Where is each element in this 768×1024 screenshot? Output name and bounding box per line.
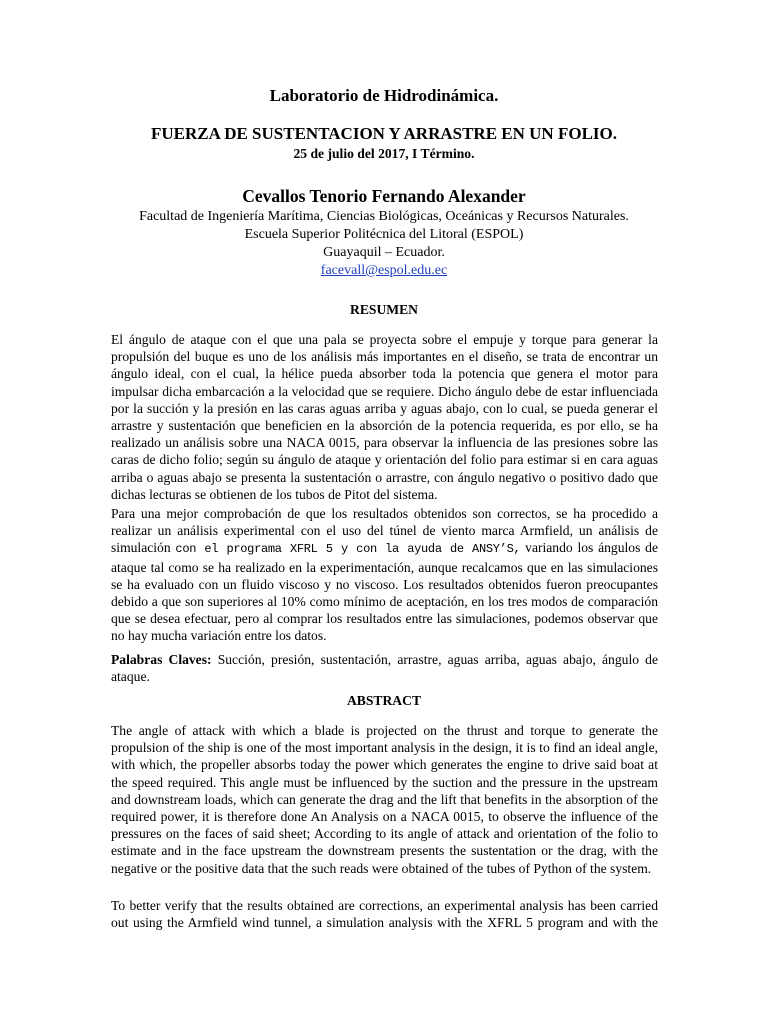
resumen-heading: RESUMEN: [350, 302, 418, 317]
resumen-p2-text-b: variando los ángulos de ataque tal como se ha realizado en la experimentación, aunque recalcamos que en las simulaciones se ha evaluado con un fluido viscoso y no viscoso. Los resultados obtenidos fueron preocupantes debido a que son superiores al 10% como mínimo de aceptación, en los tres modos de comparación que se desea efectuar, pero al comprar los resultados entre las simulaciones, podemos observar que no hay mucha variación entre los datos.: [111, 540, 658, 644]
resumen-p2-mono-text: con el programa XFRL 5 y con la ayuda de ANSY’S,: [175, 542, 521, 557]
lab-title: Laboratorio de Hidrodinámica.: [269, 86, 499, 105]
keywords-text: Succión, presión, sustentación, arrastre, aguas arriba, aguas abajo, ángulo de ataque.: [111, 652, 659, 685]
resumen-paragraph-1: El ángulo de ataque con el que una pala se proyecta sobre el empuje y torque para generar la propulsión del buque es uno de los análisis más importantes en el diseño, se trata de encontrar un ángulo ideal, con el cual, la hélice pueda absorber toda la potencia que genera el motor para impulsar dicha embarcación a la velocidad que se requiere. Dicho ángulo debe de estar influenciada por la succión y la presión en las caras aguas arriba y aguas abajo, con lo cual, se pueda generar el arrastre y sustentación que beneficien en la absorción de la potencia requerida, es por ello, se ha realizado un análisis sobre una NACA 0015, para observar la influencia de las presiones sobre las caras de dicho folio; según su ángulo de ataque y orientación del folio para estimar si en cara aguas arriba o aguas abajo se presenta la sustentación o arrastre, con ángulo negativo o positivo dado que dichas lecturas se obtienen de los tubos de Pitot del sistema.: [111, 332, 658, 502]
city-line: Guayaquil – Ecuador.: [323, 245, 445, 260]
resumen-paragraph-2: [111, 505, 658, 645]
email-link[interactable]: facevall@espol.edu.ec: [320, 263, 448, 278]
abstract-paragraph-1: The angle of attack with which a blade is projected on the thrust and torque to generate the propulsion of the ship is one of the most important analysis in the design, it is to find an ideal angle, with which, the propeller absorbs today the power which generates the engine to drive said boat at the speed required. This angle must be influenced by the suction and the pressure in the upstream and downstream loads, which can generate the drag and the lift that benefits in the absorption of the required power, it is therefore done An Analysis on a NACA 0015, to observe the influence of the pressures on the faces of said sheet; According to its angle of attack and orientation of the folio to estimate and in the face upstream the downstream presents the sustentation or the drag, with the negative or the positive data that the such reads were obtained of the tubes of Python of the system.: [111, 723, 658, 876]
keywords-paragraph: [111, 651, 658, 685]
abstract-heading: ABSTRACT: [346, 693, 422, 708]
school-line: Escuela Superior Politécnica del Litoral (ESPOL): [244, 227, 524, 242]
faculty-line: Facultad de Ingeniería Marítima, Ciencias Biológicas, Oceánicas y Recursos Naturales.: [139, 209, 629, 224]
author-name: Cevallos Tenorio Fernando Alexander: [242, 186, 526, 206]
author-affiliation: [0, 208, 768, 280]
paper-date: 25 de julio del 2017, I Término.: [293, 146, 475, 161]
resumen-p2-text-a: Para una mejor comprobación de que los resultados obtenidos son correctos, se ha procedido a realizar un análisis experimental con el uso del túnel de viento marca Armfield, un análisis de simulación: [111, 506, 658, 556]
paper-title: FUERZA DE SUSTENTACION Y ARRASTRE EN UN FOLIO.: [150, 124, 617, 143]
abstract-paragraph-2: To better verify that the results obtained are corrections, an experimental analysis has been carried out using the Armfield wind tunnel, a simulation analysis with the XFRL 5 program and with the: [111, 898, 658, 931]
keywords-label: Palabras Claves:: [111, 652, 212, 667]
